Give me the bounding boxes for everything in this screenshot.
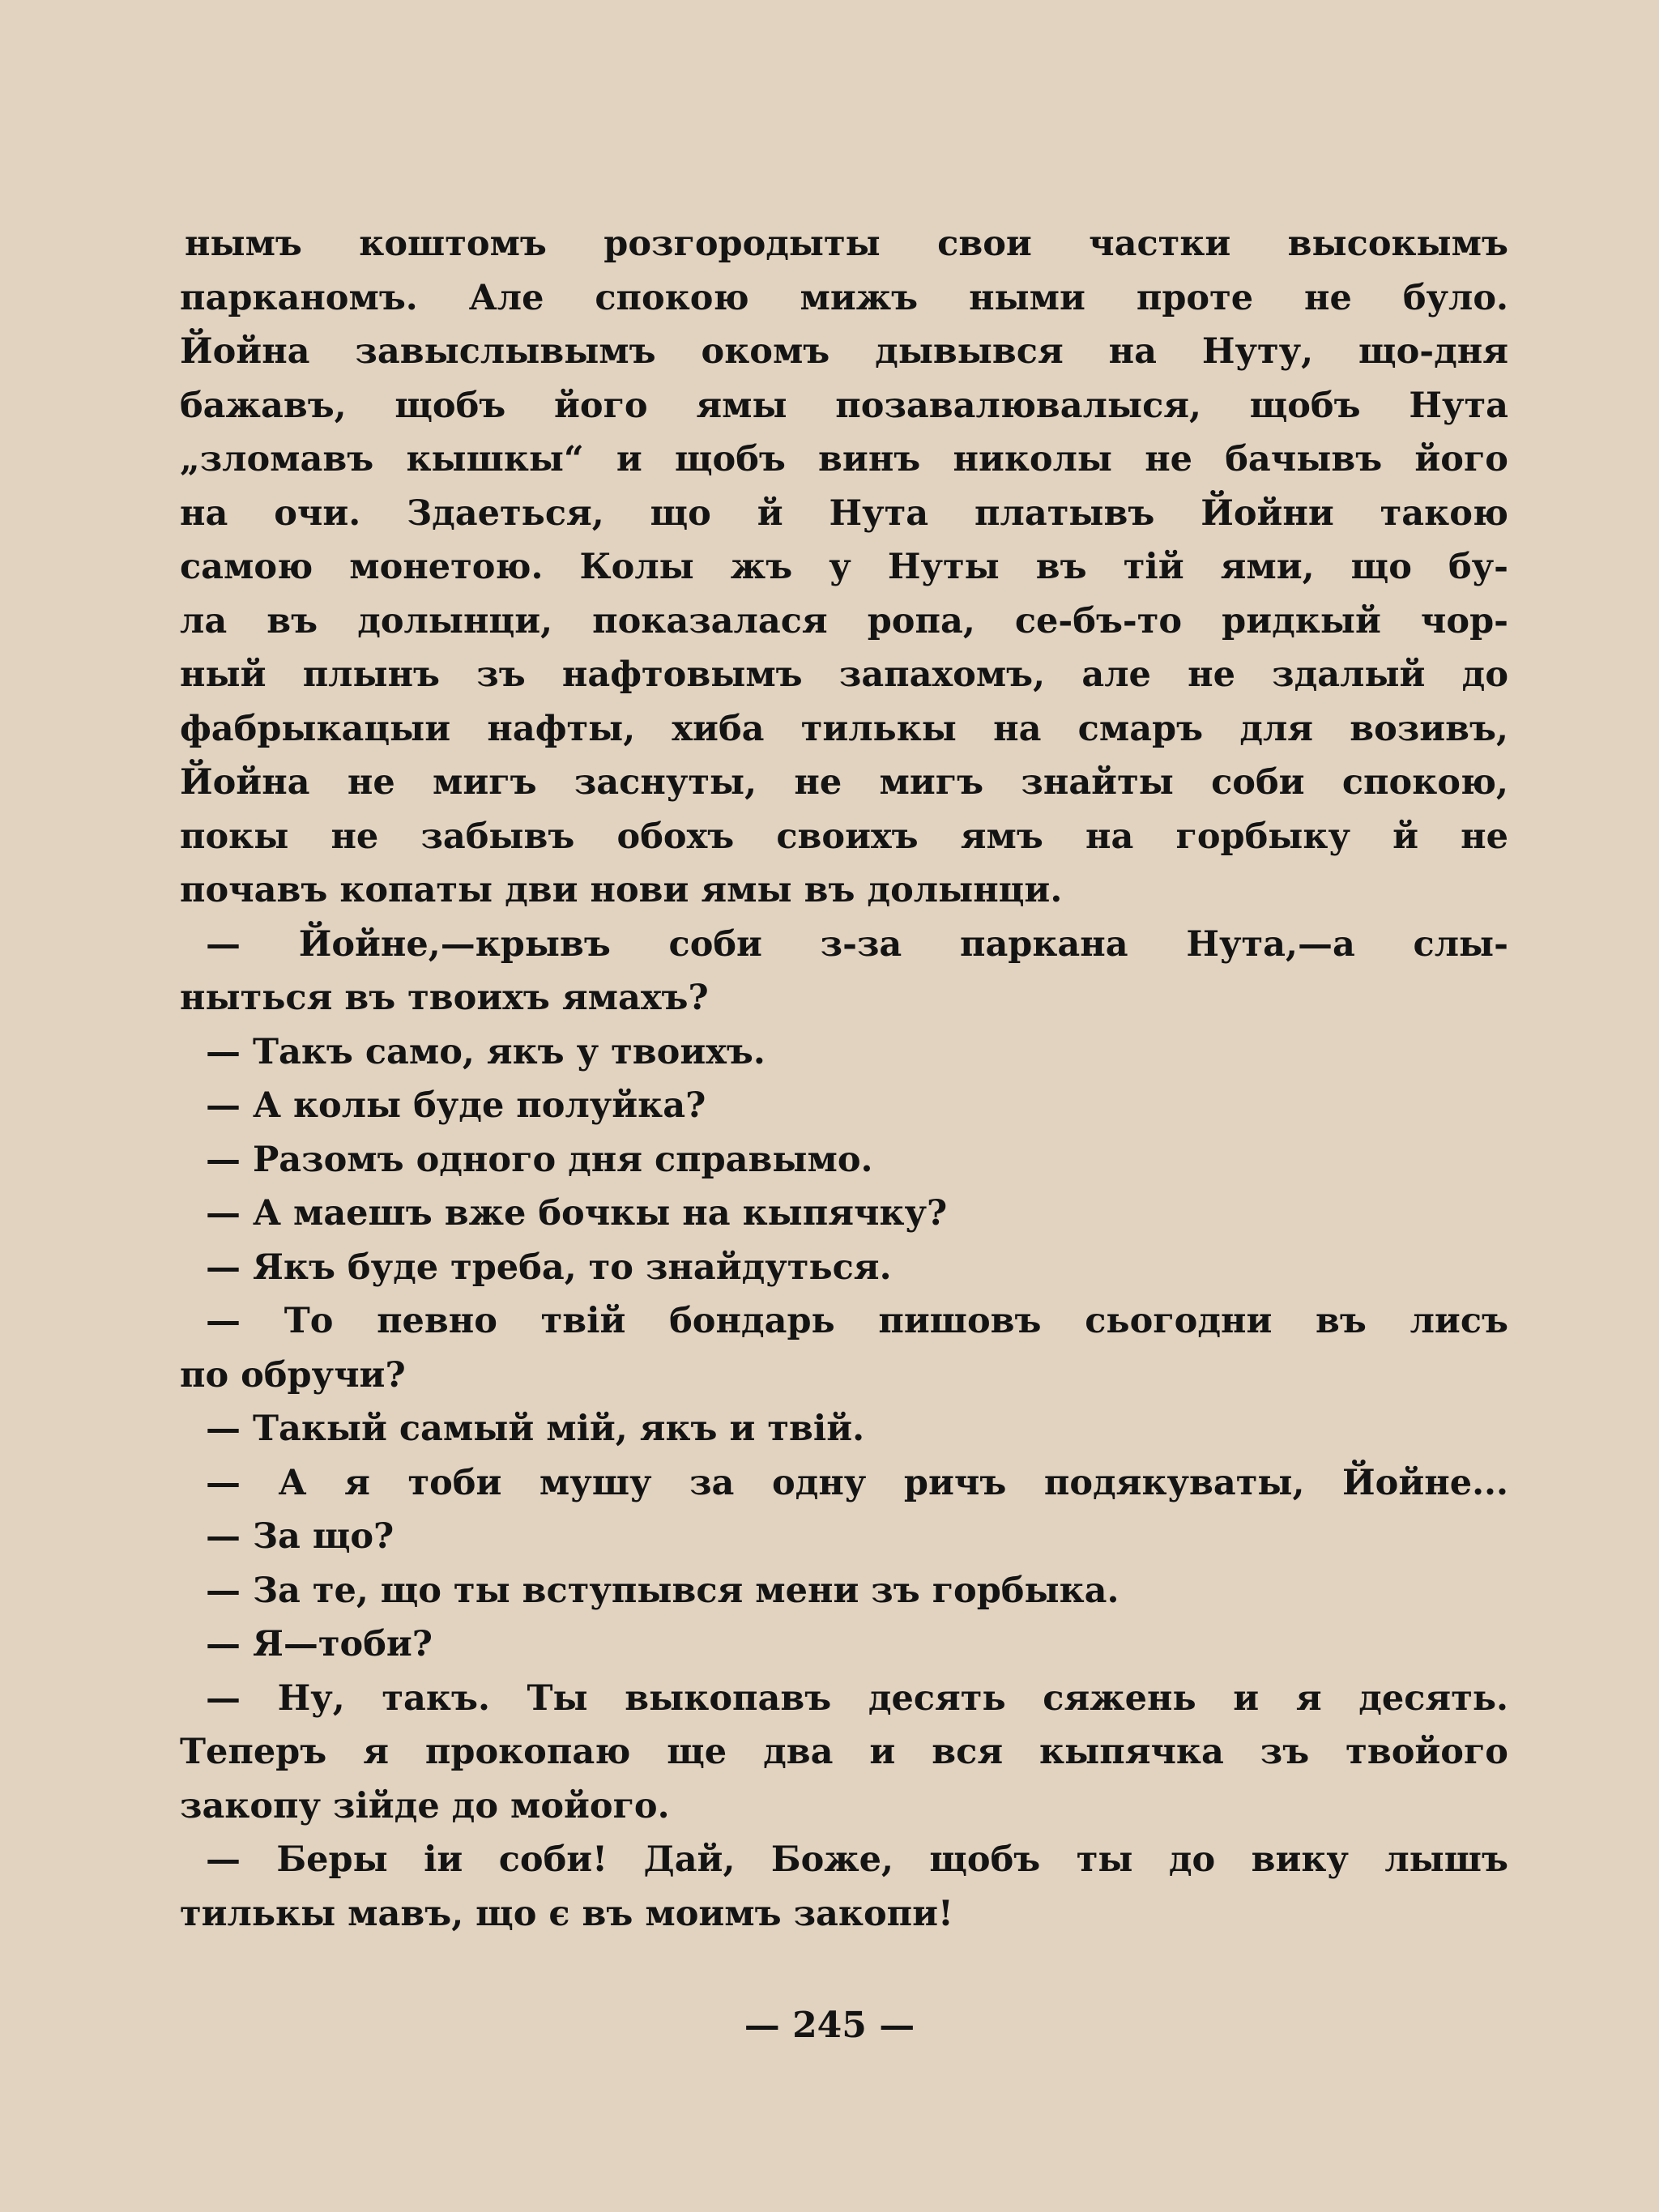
- dialogue-line: — А я тоби мушу за одну ричъ подякуваты, Йойне...: [206, 1462, 1508, 1503]
- text-line: по обручи?: [180, 1354, 406, 1396]
- dialogue-line: — Такъ само, якъ у твоихъ.: [206, 1031, 766, 1072]
- dialogue-line: — Ну, такъ. Ты выкопавъ десять сяжень и я десять.: [206, 1677, 1508, 1719]
- text-line: нымъ коштомъ розгородыты свои частки высокымъ: [185, 224, 1508, 264]
- text-line: тилькы мавъ, що є въ моимъ закопи!: [180, 1893, 953, 1934]
- dialogue-line: — А колы буде полуйка?: [206, 1085, 706, 1126]
- text-line: Йойна не мигъ заснуты, не мигъ знайты соби спокою,: [180, 762, 1508, 803]
- text-line: покы не забывъ обохъ своихъ ямъ на горбыку й не: [180, 816, 1508, 857]
- dialogue-line: — Якъ буде треба, то знайдуться.: [206, 1247, 892, 1288]
- text-line: „зломавъ кышкы“ и щобъ винъ николы не бачывъ його: [180, 439, 1508, 479]
- text-line: парканомъ. Але спокою мижъ ными проте не було.: [180, 277, 1508, 318]
- text-line: Теперъ я прокопаю ще два и вся кыпячка зъ твойого: [180, 1732, 1508, 1772]
- dialogue-line: — Йойне,—крывъ соби з-за паркана Нута,—а слы-: [206, 923, 1508, 965]
- text-line: ныться въ твоихъ ямахъ?: [180, 978, 709, 1018]
- dialogue-line: — Беры іи соби! Дай, Боже, щобъ ты до вику лышъ: [206, 1839, 1508, 1880]
- dialogue-line: — А маешъ вже бочкы на кыпячку?: [206, 1193, 948, 1234]
- text-line: закопу зійде до мойого.: [180, 1785, 670, 1826]
- dialogue-line: — Такый самый мій, якъ и твій.: [206, 1409, 865, 1449]
- text-line: бажавъ, щобъ його ямы позавалювалыся, щобъ Нута: [180, 385, 1508, 426]
- body-text: [180, 217, 1508, 1941]
- text-line: почавъ копаты дви нови ямы въ долынци.: [180, 870, 1063, 910]
- text-line: фабрыкацыи нафты, хиба тилькы на смаръ для возивъ,: [180, 708, 1508, 749]
- page-number: — 245 —: [744, 2005, 915, 2046]
- dialogue-line: — То певно твій бондарь пишовъ сьогодни въ лисъ: [206, 1301, 1508, 1341]
- text-line: на очи. Здаеться, що й Нута платывъ Йойни такою: [180, 492, 1508, 534]
- dialogue-line: — За те, що ты вступывся мени зъ горбыка.: [206, 1570, 1120, 1611]
- text-line: самою монетою. Колы жъ у Нуты въ тій ями, що бу-: [180, 547, 1508, 587]
- text-line: Йойна завыслывымъ окомъ дывывся на Нуту, що-дня: [180, 331, 1508, 372]
- dialogue-line: — За що?: [206, 1516, 394, 1557]
- text-line: ла въ долынци, показалася ропа, се-бъ-то ридкый чор-: [180, 600, 1508, 641]
- dialogue-line: — Разомъ одного дня справымо.: [206, 1139, 873, 1180]
- text-line: ный плынъ зъ нафтовымъ запахомъ, але не здалый до: [180, 654, 1508, 695]
- dialogue-line: — Я—тоби?: [206, 1624, 433, 1664]
